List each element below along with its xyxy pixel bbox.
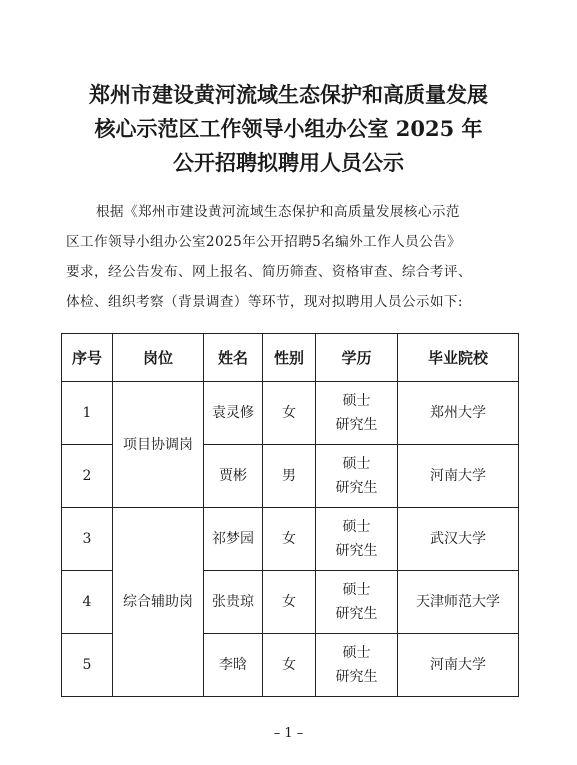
education-degree: 硕士: [342, 645, 371, 661]
cell-education: [316, 445, 398, 508]
education-degree: 硕士: [342, 456, 371, 472]
table-header-row: [62, 334, 519, 382]
education-level: 研究生: [335, 543, 378, 559]
cell-education: [316, 634, 398, 697]
cell-position-group: 项目协调岗: [113, 382, 204, 508]
cell-gender: 女: [263, 571, 316, 634]
education-level: 研究生: [335, 669, 378, 685]
education-level: 研究生: [335, 480, 378, 496]
cell-school: 河南大学: [398, 445, 519, 508]
header-serial-number: 序号: [62, 334, 113, 382]
body-paragraph-line-4: 体检、组织考察（背景调查）等环节，现对拟聘用人员公示如下:: [66, 294, 463, 310]
education-level: 研究生: [335, 417, 378, 433]
table-row: [62, 508, 519, 571]
cell-serial-number: 1: [62, 382, 113, 445]
education-degree: 硕士: [342, 582, 371, 598]
cell-serial-number: 5: [62, 634, 113, 697]
cell-name: 祁梦园: [204, 508, 263, 571]
cell-school: 河南大学: [398, 634, 519, 697]
education-degree: 硕士: [342, 393, 371, 409]
header-school: 毕业院校: [398, 334, 519, 382]
cell-school: 武汉大学: [398, 508, 519, 571]
candidates-table: [61, 333, 519, 697]
cell-serial-number: 4: [62, 571, 113, 634]
cell-gender: 女: [263, 634, 316, 697]
cell-name: 贾彬: [204, 445, 263, 508]
table-row: [62, 382, 519, 445]
header-gender: 性别: [263, 334, 316, 382]
page-number: – 1 –: [273, 726, 304, 741]
cell-gender: 女: [263, 508, 316, 571]
cell-name: 张贵琼: [204, 571, 263, 634]
education-level: 研究生: [335, 606, 378, 622]
cell-serial-number: 3: [62, 508, 113, 571]
header-position: 岗位: [113, 334, 204, 382]
document-title-line-1: 郑州市建设黄河流域生态保护和高质量发展: [89, 82, 488, 107]
document-title-line-3: 公开招聘拟聘用人员公示: [173, 150, 404, 175]
body-paragraph-line-3: 要求，经公告发布、网上报名、简历筛查、资格审查、综合考评、: [66, 264, 472, 280]
cell-education: [316, 571, 398, 634]
body-paragraph-line-2: 区工作领导小组办公室2025年公开招聘5名编外工作人员公告》: [66, 234, 462, 250]
document-title-line-2: 核心示范区工作领导小组办公室 2025 年: [94, 116, 483, 141]
cell-school: 天津师范大学: [398, 571, 519, 634]
body-paragraph-line-1: 根据《郑州市建设黄河流域生态保护和高质量发展核心示范: [96, 204, 460, 220]
education-degree: 硕士: [342, 519, 371, 535]
cell-name: 李晗: [204, 634, 263, 697]
cell-education: [316, 382, 398, 445]
cell-position-group: 综合辅助岗: [113, 508, 204, 697]
header-education: 学历: [316, 334, 398, 382]
header-name: 姓名: [204, 334, 263, 382]
cell-education: [316, 508, 398, 571]
cell-serial-number: 2: [62, 445, 113, 508]
cell-name: 袁灵修: [204, 382, 263, 445]
cell-gender: 男: [263, 445, 316, 508]
cell-school: 郑州大学: [398, 382, 519, 445]
cell-gender: 女: [263, 382, 316, 445]
